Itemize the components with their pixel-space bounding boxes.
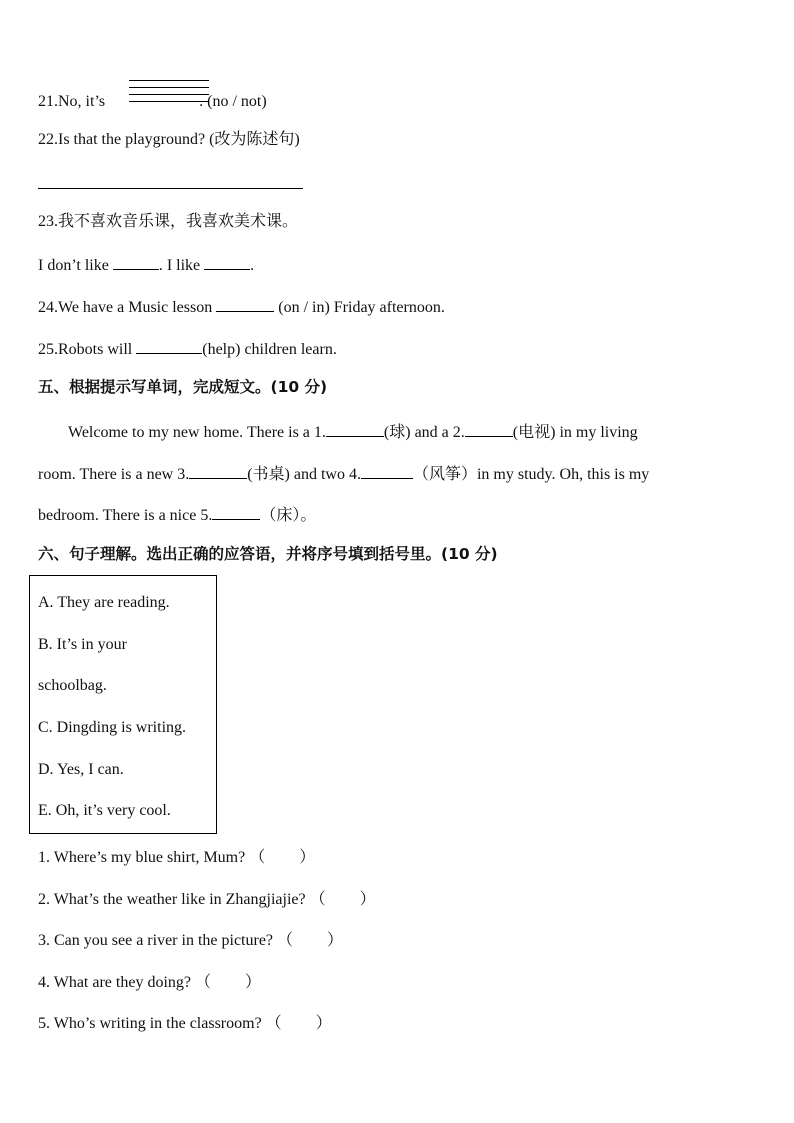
s5-line2-a: room. There is a new 3. <box>38 466 190 483</box>
section-5-line-1 <box>68 421 638 443</box>
q23-part1: I don’t like <box>38 257 109 274</box>
s6-question-2 <box>38 890 376 910</box>
q25-before: 25.Robots will <box>38 341 133 358</box>
q24-before: 24.We have a Music lesson <box>38 299 213 316</box>
q21-text-after: . (no / not) <box>199 93 267 110</box>
s5-line2-c: （风筝）in my study. Oh, this is my <box>412 466 650 483</box>
section-6-heading: 六、句子理解。选出正确的应答语，并将序号填到括号里。(10 分) <box>38 545 498 563</box>
section-5-heading: 五、根据提示写单词，完成短文。(10 分) <box>38 378 328 396</box>
question-22: 22.Is that the playground? (改为陈述句) <box>38 131 300 148</box>
section-5-line-3 <box>38 504 316 526</box>
option-c: C. Dingding is writing. <box>38 719 187 736</box>
q25-after: (help) children learn. <box>202 341 337 358</box>
s6-q4-text: 4. What are they doing? <box>38 974 191 991</box>
s5-line3-a: bedroom. There is a nice 5. <box>38 507 213 524</box>
question-23-prompt: 23.我不喜欢音乐课，我喜欢美术课。 <box>38 213 299 230</box>
s6-q3-answer-paren[interactable]: （ ） <box>277 932 344 949</box>
s5-line3-b: （床）。 <box>260 507 317 524</box>
s6-question-1 <box>38 848 315 868</box>
option-b-continued: schoolbag. <box>38 677 107 694</box>
question-23-answer <box>38 254 254 276</box>
s5-blank-1[interactable] <box>326 421 384 437</box>
options-box <box>29 575 217 834</box>
s5-line2-b: (书桌) and two 4. <box>247 466 361 483</box>
q23-blank-1[interactable] <box>113 254 159 270</box>
q21-answer-lines[interactable] <box>129 80 209 108</box>
q24-after: (on / in) Friday afternoon. <box>278 299 445 316</box>
question-25 <box>38 338 337 360</box>
option-b: B. It’s in your <box>38 636 127 653</box>
section-5-line-2 <box>38 463 649 485</box>
option-e: E. Oh, it’s very cool. <box>38 802 171 819</box>
s6-question-3 <box>38 931 343 951</box>
s6-q1-text: 1. Where’s my blue shirt, Mum? <box>38 849 246 866</box>
option-d: D. Yes, I can. <box>38 761 124 778</box>
s5-line1-b: (球) and a 2. <box>383 424 465 441</box>
s6-q3-text: 3. Can you see a river in the picture? <box>38 932 274 949</box>
s6-question-5 <box>38 1014 332 1034</box>
s6-q1-answer-paren[interactable]: （ ） <box>249 849 316 866</box>
s5-line1-c: (电视) in my living <box>512 424 638 441</box>
q24-blank[interactable] <box>216 296 274 312</box>
q22-answer-line[interactable] <box>38 188 303 189</box>
question-24 <box>38 296 445 318</box>
s6-q4-answer-paren[interactable]: （ ） <box>194 974 262 991</box>
s5-blank-3[interactable] <box>189 463 247 479</box>
q23-blank-2[interactable] <box>204 254 250 270</box>
s5-line1-a: Welcome to my new home. There is a 1. <box>68 424 326 441</box>
s6-q2-text: 2. What’s the weather like in Zhangjiajie? <box>38 891 306 908</box>
s5-blank-5[interactable] <box>212 504 260 520</box>
s6-q2-answer-paren[interactable]: （ ） <box>309 891 376 908</box>
s5-blank-4[interactable] <box>361 463 413 479</box>
q21-text-before: No, it’s <box>58 93 106 110</box>
s5-blank-2[interactable] <box>465 421 513 437</box>
q21-number: 21. <box>38 93 58 110</box>
q23-part3: . <box>250 257 255 274</box>
option-a: A. They are reading. <box>38 594 170 611</box>
q23-part2: . I like <box>158 257 201 274</box>
s6-question-4 <box>38 973 261 993</box>
s6-q5-text: 5. Who’s writing in the classroom? <box>38 1015 262 1032</box>
q25-blank[interactable] <box>136 338 202 354</box>
s6-q5-answer-paren[interactable]: （ ） <box>265 1015 332 1032</box>
